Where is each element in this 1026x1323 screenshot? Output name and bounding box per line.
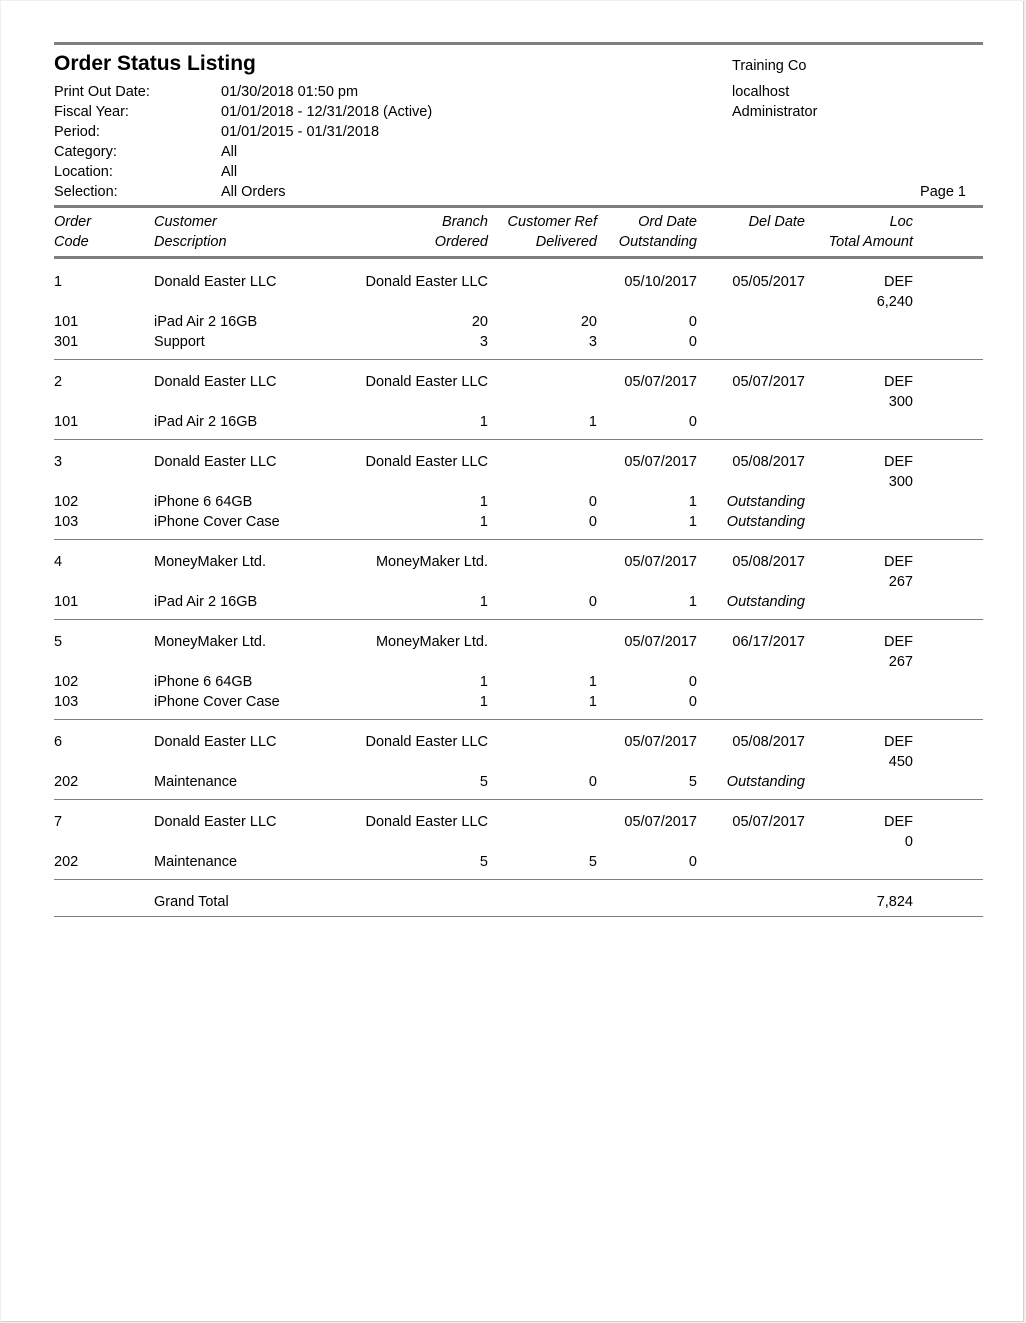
order-date: 05/07/2017 [624,814,697,830]
location-code: DEF [884,554,913,570]
branch-name: Donald Easter LLC [365,814,488,830]
line-item-delivered: 1 [588,674,597,690]
col-customer-ref-header: Customer Ref [507,214,597,230]
line-item-ordered: 5 [479,774,488,790]
line-item-ordered: 1 [479,494,488,510]
order-total-amount: 300 [888,474,913,490]
customer-name: MoneyMaker Ltd. [154,634,267,650]
line-item-description: iPhone 6 64GB [154,494,253,510]
order-separator [54,619,983,620]
location-code: DEF [884,634,913,650]
line-item-delivered: 3 [588,334,597,350]
order-total-amount: 0 [904,834,913,850]
line-item-description: iPad Air 2 16GB [154,314,258,330]
order-number: 4 [54,554,63,570]
order-total-amount: 6,240 [876,294,913,310]
location-code: DEF [884,454,913,470]
col-delivered-header: Delivered [535,234,597,250]
location-code: DEF [884,814,913,830]
column-header-top-rule [54,205,983,208]
line-item-ordered: 1 [479,674,488,690]
col-order-header: Order [54,214,92,230]
line-item-description: Maintenance [154,774,238,790]
grand-total-value: 7,824 [876,894,913,910]
branch-name: MoneyMaker Ltd. [375,554,488,570]
order-separator [54,799,983,800]
line-item-code: 301 [54,334,79,350]
line-item-description: iPad Air 2 16GB [154,414,258,430]
param-value: All [221,164,238,180]
line-item-status: Outstanding [726,594,805,610]
order-separator [54,439,983,440]
order-date: 05/07/2017 [624,374,697,390]
line-item-delivered: 1 [588,694,597,710]
customer-name: Donald Easter LLC [154,734,277,750]
customer-name: Donald Easter LLC [154,814,277,830]
delivery-date: 05/08/2017 [732,554,805,570]
top-rule [54,42,983,45]
param-value: All Orders [221,184,286,200]
line-item-outstanding: 0 [688,854,697,870]
delivery-date: 05/08/2017 [732,734,805,750]
order-date: 05/10/2017 [624,274,697,290]
line-item-delivered: 0 [588,774,597,790]
delivery-date: 05/08/2017 [732,454,805,470]
line-item-code: 103 [54,694,79,710]
line-item-ordered: 1 [479,514,488,530]
line-item-code: 102 [54,494,79,510]
customer-name: Donald Easter LLC [154,274,277,290]
location-code: DEF [884,734,913,750]
branch-name: MoneyMaker Ltd. [375,634,488,650]
report-page [1,1,1024,1322]
line-item-delivered: 1 [588,414,597,430]
line-item-outstanding: 0 [688,414,697,430]
line-item-outstanding: 0 [688,314,697,330]
order-number: 3 [54,454,63,470]
param-label: Location: [54,164,113,180]
line-item-outstanding: 0 [688,674,697,690]
col-outstanding-header: Outstanding [618,234,697,250]
line-item-description: iPad Air 2 16GB [154,594,258,610]
user-name: Administrator [732,104,818,120]
order-date: 05/07/2017 [624,734,697,750]
line-item-ordered: 5 [479,854,488,870]
order-separator [54,879,983,880]
line-item-delivered: 0 [588,514,597,530]
line-item-code: 202 [54,854,79,870]
order-separator [54,359,983,360]
line-item-ordered: 1 [479,414,488,430]
page-number: Page 1 [920,184,966,200]
line-item-delivered: 5 [588,854,597,870]
delivery-date: 06/17/2017 [732,634,805,650]
order-separator [54,539,983,540]
order-number: 1 [54,274,63,290]
branch-name: Donald Easter LLC [365,374,488,390]
line-item-delivered: 20 [580,314,597,330]
line-item-ordered: 3 [479,334,488,350]
param-label: Category: [54,144,117,160]
line-item-code: 103 [54,514,79,530]
line-item-description: iPhone 6 64GB [154,674,253,690]
param-label: Selection: [54,184,118,200]
branch-name: Donald Easter LLC [365,274,488,290]
col-description-header: Description [154,234,227,250]
param-value: 01/01/2018 - 12/31/2018 (Active) [221,104,433,120]
grand-total-label: Grand Total [154,894,229,910]
order-number: 7 [54,814,63,830]
param-label: Period: [54,124,100,140]
report-title: Order Status Listing [54,52,256,75]
col-customer-header: Customer [154,214,217,230]
param-label: Fiscal Year: [54,104,129,120]
line-item-description: iPhone Cover Case [154,694,280,710]
customer-name: MoneyMaker Ltd. [154,554,267,570]
line-item-outstanding: 1 [688,494,697,510]
order-total-amount: 267 [888,654,913,670]
location-code: DEF [884,374,913,390]
delivery-date: 05/05/2017 [732,274,805,290]
col-ord-date-header: Ord Date [638,214,697,230]
line-item-outstanding: 1 [688,514,697,530]
line-item-outstanding: 1 [688,594,697,610]
order-date: 05/07/2017 [624,554,697,570]
param-value: 01/30/2018 01:50 pm [221,84,359,100]
line-item-outstanding: 5 [688,774,697,790]
customer-name: Donald Easter LLC [154,374,277,390]
delivery-date: 05/07/2017 [732,374,805,390]
order-number: 5 [54,634,63,650]
branch-name: Donald Easter LLC [365,454,488,470]
company-name: Training Co [732,58,807,74]
order-total-amount: 450 [888,754,913,770]
line-item-ordered: 1 [479,694,488,710]
col-code-header: Code [54,234,89,250]
param-value: 01/01/2015 - 01/31/2018 [221,124,380,140]
line-item-code: 102 [54,674,79,690]
delivery-date: 05/07/2017 [732,814,805,830]
line-item-delivered: 0 [588,594,597,610]
branch-name: Donald Easter LLC [365,734,488,750]
line-item-outstanding: 0 [688,334,697,350]
param-value: All [221,144,238,160]
order-number: 2 [54,374,63,390]
col-del-date-header: Del Date [748,214,805,230]
line-item-status: Outstanding [726,774,805,790]
location-code: DEF [884,274,913,290]
line-item-description: Support [154,334,205,350]
line-item-ordered: 1 [479,594,488,610]
order-date: 05/07/2017 [624,634,697,650]
line-item-ordered: 20 [471,314,488,330]
line-item-outstanding: 0 [688,694,697,710]
grand-total-rule [54,916,983,917]
line-item-status: Outstanding [726,494,805,510]
col-ordered-header: Ordered [434,234,488,250]
col-total-amount-header: Total Amount [828,234,913,250]
order-date: 05/07/2017 [624,454,697,470]
order-number: 6 [54,734,63,750]
line-item-code: 202 [54,774,79,790]
line-item-code: 101 [54,314,79,330]
col-loc-header: Loc [889,214,913,230]
line-item-code: 101 [54,414,79,430]
order-separator [54,719,983,720]
line-item-status: Outstanding [726,514,805,530]
param-label: Print Out Date: [54,84,150,100]
order-total-amount: 300 [888,394,913,410]
line-item-description: iPhone Cover Case [154,514,280,530]
line-item-code: 101 [54,594,79,610]
line-item-description: Maintenance [154,854,238,870]
host-name: localhost [732,84,790,100]
customer-name: Donald Easter LLC [154,454,277,470]
order-total-amount: 267 [888,574,913,590]
col-branch-header: Branch [442,214,488,230]
line-item-delivered: 0 [588,494,597,510]
column-header-bottom-rule [54,256,983,259]
